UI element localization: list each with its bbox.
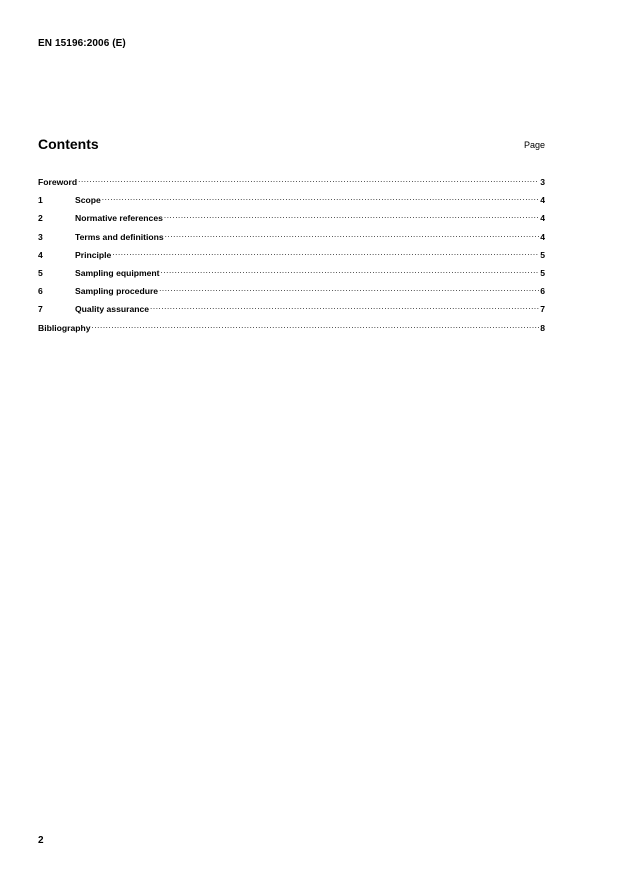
toc-entry-terms-and-definitions[interactable] xyxy=(38,230,545,248)
toc-entry-number: 2 xyxy=(38,213,43,224)
toc-entry-page: 5 xyxy=(540,249,545,260)
toc-entry-scope[interactable] xyxy=(38,193,545,211)
toc-leader-dots xyxy=(102,193,539,203)
toc-leader-dots xyxy=(92,321,540,331)
toc-entry-title: Foreword xyxy=(38,177,78,187)
toc-entry-page: 6 xyxy=(540,286,545,297)
toc-entry-number: 6 xyxy=(38,286,43,297)
toc-entry-bibliography[interactable] xyxy=(38,321,545,339)
toc-entry-title: Sampling procedure xyxy=(75,286,159,297)
toc-entry-title: Quality assurance xyxy=(75,304,150,315)
toc-leader-dots xyxy=(164,211,539,221)
toc-entry-page: 4 xyxy=(540,195,545,206)
toc-entry-number: 5 xyxy=(38,267,43,278)
toc-entry-title: Bibliography xyxy=(38,322,91,333)
toc-entry-principle[interactable] xyxy=(38,248,545,266)
toc-leader-dots xyxy=(161,266,540,276)
toc-entry-title: Principle xyxy=(75,249,112,260)
toc-leader-dots xyxy=(159,284,539,294)
contents-title: Contents xyxy=(38,136,99,152)
page-column-label: Page xyxy=(523,140,545,150)
table-of-contents xyxy=(38,175,545,339)
toc-entry-number: 1 xyxy=(38,195,43,206)
toc-entry-page: 4 xyxy=(540,231,545,242)
toc-entry-title: Sampling equipment xyxy=(75,267,160,278)
toc-entry-quality-assurance[interactable] xyxy=(38,302,545,320)
toc-entry-title: Scope xyxy=(75,195,101,206)
toc-leader-dots xyxy=(165,230,540,240)
toc-entry-normative-references[interactable] xyxy=(38,211,545,229)
document-header: EN 15196:2006 (E) xyxy=(38,38,126,49)
toc-entry-title: Terms and definitions xyxy=(75,231,164,242)
toc-entry-sampling-equipment[interactable] xyxy=(38,266,545,284)
toc-leader-dots xyxy=(78,175,539,185)
toc-entry-page: 7 xyxy=(540,304,545,315)
toc-entry-page: 8 xyxy=(540,322,545,333)
toc-entry-title: Normative references xyxy=(75,213,163,224)
toc-entry-sampling-procedure[interactable] xyxy=(38,284,545,302)
toc-entry-page: 4 xyxy=(540,213,545,224)
toc-entry-number: 3 xyxy=(38,231,43,242)
toc-entry-page: 3 xyxy=(540,177,545,187)
page-number: 2 xyxy=(38,835,44,846)
toc-entry-page: 5 xyxy=(540,267,545,278)
toc-entry-number: 4 xyxy=(38,249,43,260)
toc-leader-dots xyxy=(112,248,539,258)
toc-leader-dots xyxy=(150,302,539,312)
toc-entry-number: 7 xyxy=(38,304,43,315)
toc-entry-foreword[interactable] xyxy=(38,175,545,193)
